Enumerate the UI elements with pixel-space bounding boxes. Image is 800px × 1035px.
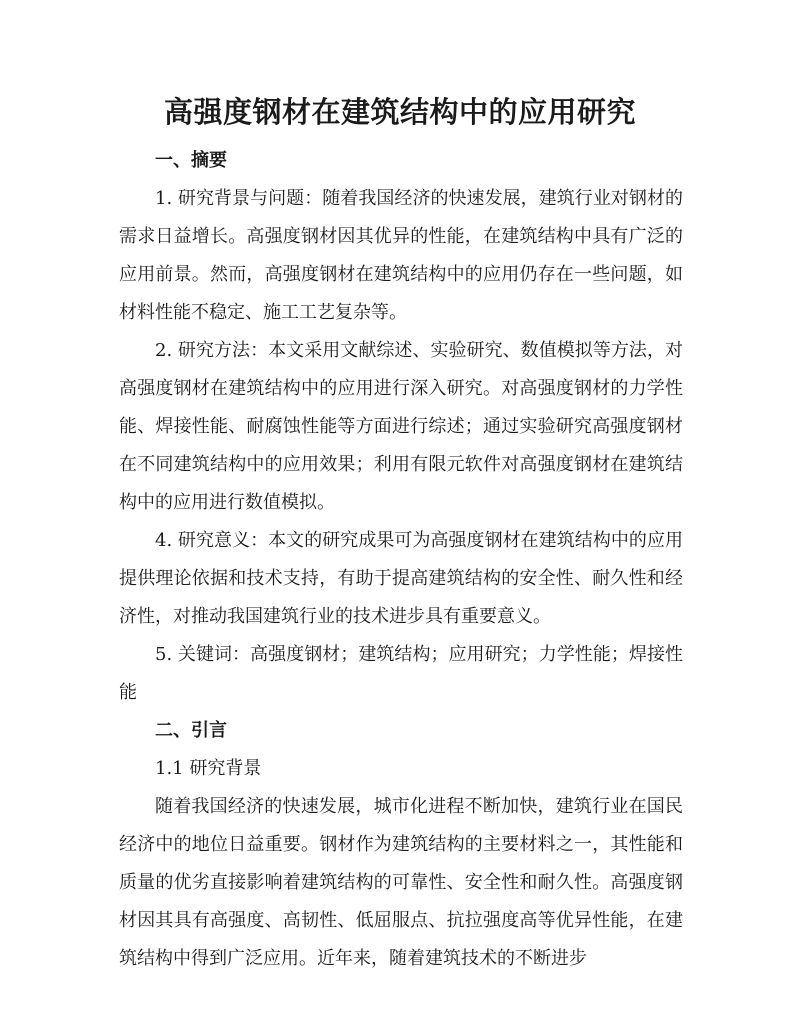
- abstract-paragraph-significance: 4. 研究意义：本文的研究成果可为高强度钢材在建筑结构中的应用提供理论依据和技术支持，有助于提高建筑结构的安全性、耐久性和经济性，对推动我国建筑行业的技术进步具有重要意义。: [119, 530, 683, 627]
- document-body: [119, 142, 683, 978]
- abstract-paragraph-background: 1. 研究背景与问题：随着我国经济的快速发展，建筑行业对钢材的需求日益增长。高强度钢材因其优异的性能，在建筑结构中具有广泛的应用前景。然而，高强度钢材在建筑结构中的应用仍存在一些问题，如材料性能不稳定、施工工艺复杂等。: [119, 188, 683, 323]
- section-heading-introduction: 二、引言: [155, 720, 227, 741]
- abstract-paragraph-keywords: 5. 关键词：高强度钢材；建筑结构；应用研究；力学性能；焊接性能: [119, 644, 683, 703]
- section-heading-abstract: 一、摘要: [155, 150, 227, 171]
- abstract-paragraph-methods: 2. 研究方法：本文采用文献综述、实验研究、数值模拟等方法，对高强度钢材在建筑结构中的应用进行深入研究。对高强度钢材的力学性能、焊接性能、耐腐蚀性能等方面进行综述；通过实验研究高强度钢材在不同建筑结构中的应用效果；利用有限元软件对高强度钢材在建筑结构中的应用进行数值模拟。: [119, 340, 683, 513]
- subheading-research-background: 1.1 研究背景: [155, 758, 262, 779]
- introduction-paragraph: 随着我国经济的快速发展，城市化进程不断加快，建筑行业在国民经济中的地位日益重要。钢材作为建筑结构的主要材料之一，其性能和质量的优劣直接影响着建筑结构的可靠性、安全性和耐久性。高强度钢材因其具有高强度、高韧性、低屈服点、抗拉强度高等优异性能，在建筑结构中得到广泛应用。近年来，随着建筑技术的不断进步: [119, 796, 683, 969]
- document-title: 高强度钢材在建筑结构中的应用研究: [163, 95, 636, 129]
